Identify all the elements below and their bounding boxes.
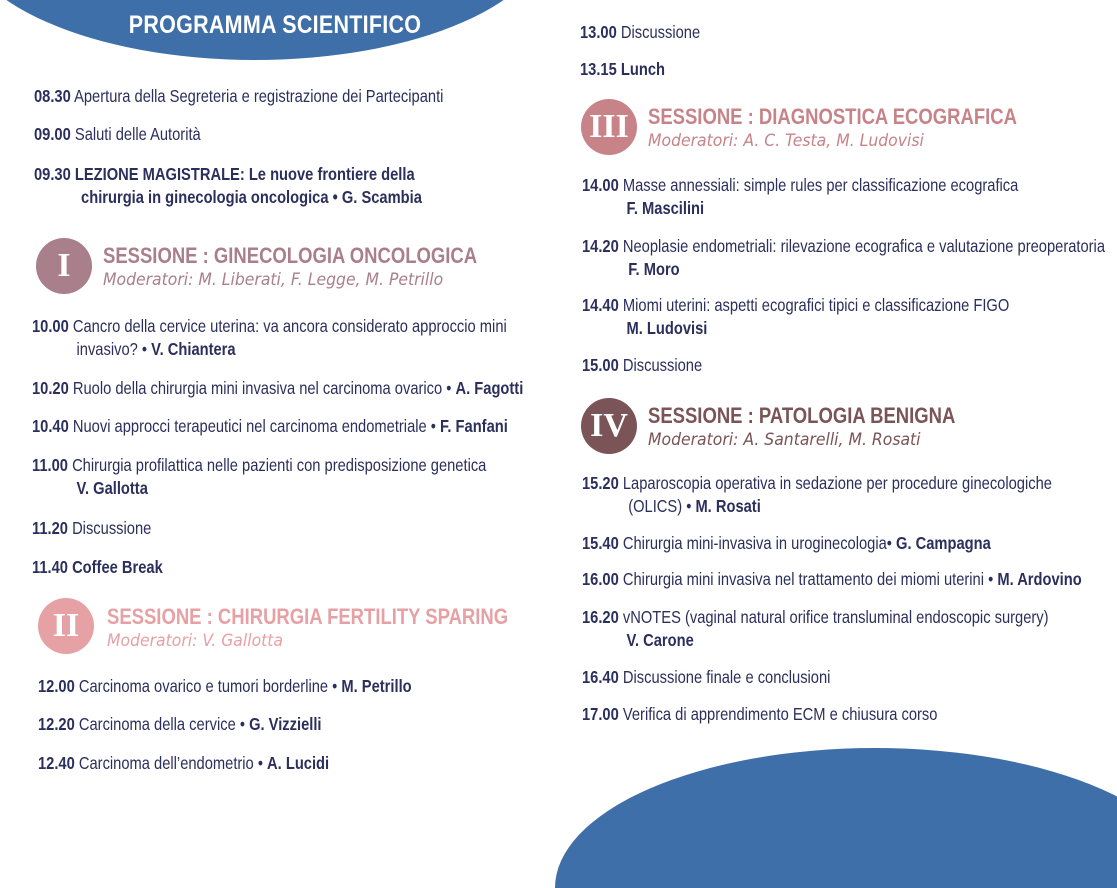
agenda-item: 14.40 Miomi uterini: aspetti ecografici tipici e classificazione FIGO M. Ludovisi [582,295,1010,338]
footer-banner [555,748,1117,888]
agenda-item: 08.30 Apertura della Segreteria e registrazione dei Partecipanti [34,86,444,106]
agenda-item: 12.20 Carcinoma della cervice • G. Vizzielli [38,714,322,734]
session-title: SESSIONE : PATOLOGIA BENIGNA [648,403,956,428]
session-title: SESSIONE : DIAGNOSTICA ECOGRAFICA [648,104,1017,129]
agenda-item: 12.00 Carcinoma ovarico e tumori borderline • M. Petrillo [38,676,412,696]
session-numeral-badge: III [581,99,637,155]
agenda-item: 17.00 Verifica di apprendimento ECM e chiusura corso [582,704,938,724]
agenda-item: 16.40 Discussione finale e conclusioni [582,667,831,687]
agenda-item: 13.00 Discussione [580,22,701,42]
agenda-item: 11.20 Discussione [32,518,152,538]
agenda-item: 12.40 Carcinoma dell’endometrio • A. Lucidi [38,753,330,773]
agenda-item: 10.00 Cancro della cervice uterina: va ancora considerato approccio mini invasivo? • V. Chiantera [32,316,507,359]
session-moderators: Moderatori: M. Liberati, F. Legge, M. Petrillo [103,270,444,290]
session-title: SESSIONE : CHIRURGIA FERTILITY SPARING [107,604,509,629]
agenda-item: 15.20 Laparoscopia operativa in sedazione per procedure ginecologiche (OLICS) • M. Rosati [582,473,1052,516]
agenda-item: 11.00 Chirurgia profilattica nelle pazienti con predisposizione genetica V. Gallotta [32,455,487,498]
agenda-item: 15.40 Chirurgia mini-invasiva in uroginecologia• G. Campagna [582,533,991,553]
agenda-item: 10.40 Nuovi approcci terapeutici nel carcinoma endometriale • F. Fanfani [32,416,508,436]
session-numeral-badge: IV [581,398,637,454]
session-title: SESSIONE : GINECOLOGIA ONCOLOGICA [103,243,478,268]
page-title: PROGRAMMA SCIENTIFICO [128,11,422,39]
agenda-item: 09.00 Saluti delle Autorità [34,124,201,144]
agenda-item: 14.00 Masse annessiali: simple rules per classificazione ecografica F. Mascilini [582,175,1019,218]
agenda-item: 11.40 Coffee Break [32,557,163,577]
agenda-item-keynote: 09.30 LEZIONE MAGISTRALE: Le nuove frontiere della chirurgia in ginecologia oncologica • G. Scambia [34,164,422,207]
session-numeral-badge: II [38,598,94,654]
session-moderators: Moderatori: A. Santarelli, M. Rosati [648,430,921,450]
agenda-item: 14.20 Neoplasie endometriali: rilevazione ecografica e valutazione preoperatoria F. Moro [582,236,1106,279]
agenda-item: 16.20 vNOTES (vaginal natural orifice transluminal endoscopic surgery) V. Carone [582,607,1049,650]
session-numeral-badge: I [36,238,92,294]
agenda-item: 13.15 Lunch [580,59,665,79]
agenda-item: 10.20 Ruolo della chirurgia mini invasiva nel carcinoma ovarico • A. Fagotti [32,378,524,398]
agenda-item: 15.00 Discussione [582,355,703,375]
session-moderators: Moderatori: A. C. Testa, M. Ludovisi [648,131,924,151]
agenda-item: 16.00 Chirurgia mini invasiva nel trattamento dei miomi uterini • M. Ardovino [582,569,1082,589]
session-moderators: Moderatori: V. Gallotta [107,631,284,651]
